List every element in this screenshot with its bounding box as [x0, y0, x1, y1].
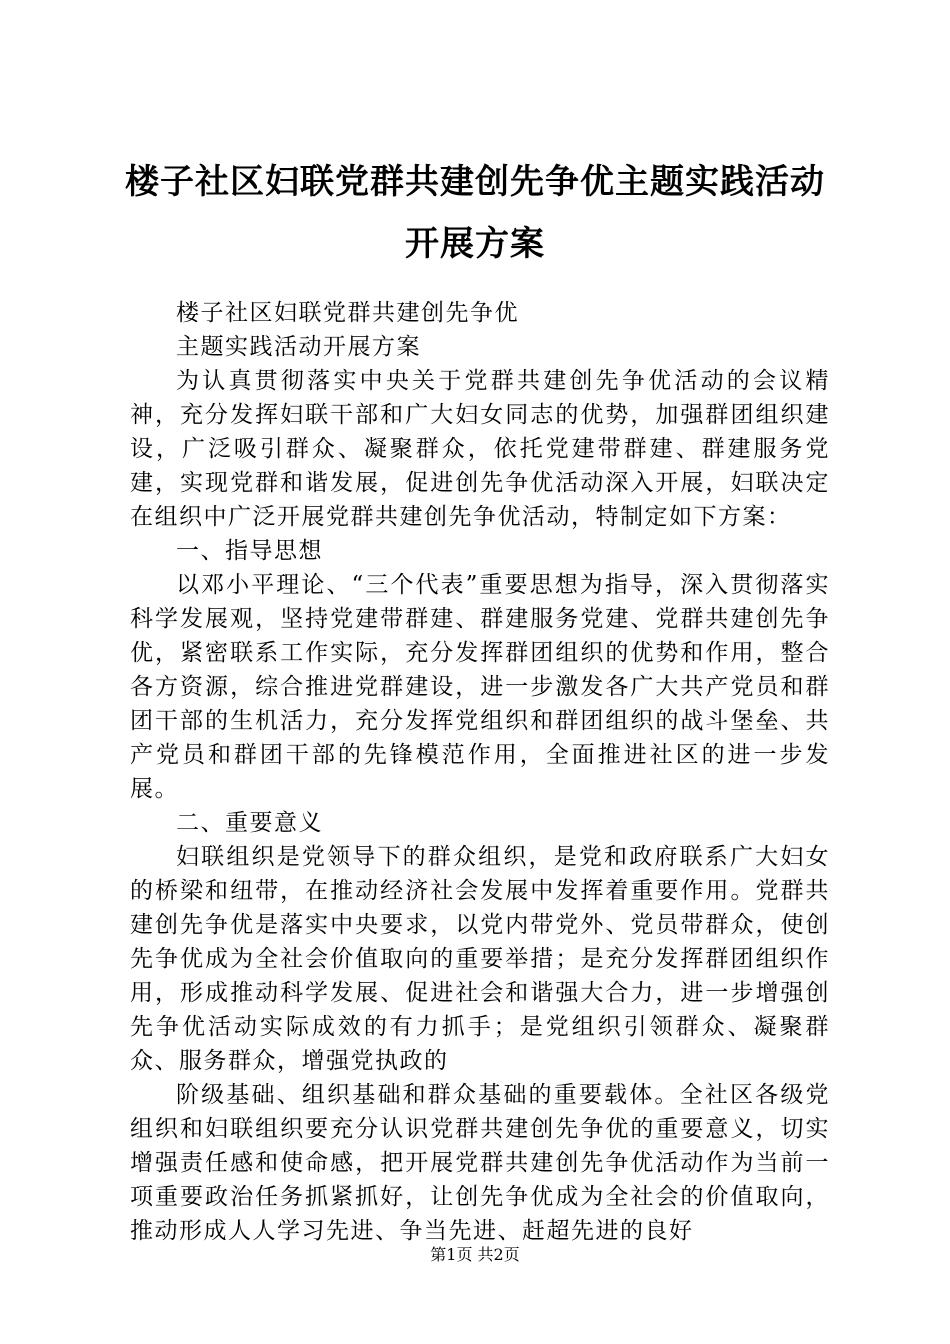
page-number-footer: 第1页 共2页	[430, 1245, 520, 1264]
significance-continued-paragraph: 阶级基础、组织基础和群众基础的重要载体。全社区各级党组织和妇联组织要充分认识党群共建创先争优的重要意义，切实增强责任感和使命感，把开展党群共建创先争优活动作为当前一项重要政治任务抓紧抓好，让创先争优成为全社会的价值取向，推动形成人人学习先进、争当先进、赶超先进的良好	[130, 1082, 830, 1244]
subtitle-line-1: 楼子社区妇联党群共建创先争优	[176, 300, 519, 326]
document-title-line-2: 开展方案	[405, 224, 545, 264]
intro-paragraph: 为认真贯彻落实中央关于党群共建创先争优活动的会议精神，充分发挥妇联干部和广大妇女同志的优势，加强群团组织建设，广泛吸引群众、凝聚群众，依托党建带群建、群建服务党建，实现党群和谐发展，促进创先争优活动深入开展，妇联决定在组织中广泛开展党群共建创先争优活动，特制定如下方案：	[130, 368, 830, 530]
subtitle-line-2: 主题实践活动开展方案	[176, 334, 421, 360]
document-title-line-1: 楼子社区妇联党群共建创先争优主题实践活动	[125, 162, 825, 202]
section-heading-significance: 二、重要意义	[176, 810, 323, 836]
section-heading-guiding-thought: 一、指导思想	[176, 538, 323, 564]
document-body	[130, 296, 830, 1248]
guiding-thought-paragraph: 以邓小平理论、“三个代表”重要思想为指导，深入贯彻落实科学发展观，坚持党建带群建、群建服务党建、党群共建创先争优，紧密联系工作实际，充分发挥群团组织的优势和作用，整合各方资源，综合推进党群建设，进一步激发各广大共产党员和群团干部的生机活力，充分发挥党组织和群团组织的战斗堡垒、共产党员和群团干部的先锋模范作用，全面推进社区的进一步发展。	[130, 572, 830, 802]
significance-paragraph: 妇联组织是党领导下的群众组织，是党和政府联系广大妇女的桥梁和纽带，在推动经济社会发展中发挥着重要作用。党群共建创先争优是落实中央要求，以党内带党外、党员带群众，使创先争优成为全社会价值取向的重要举措；是充分发挥群团组织作用，形成推动科学发展、促进社会和谐强大合力，进一步增强创先争优活动实际成效的有力抓手；是党组织引领群众、凝聚群众、服务群众，增强党执政的	[130, 844, 830, 1074]
